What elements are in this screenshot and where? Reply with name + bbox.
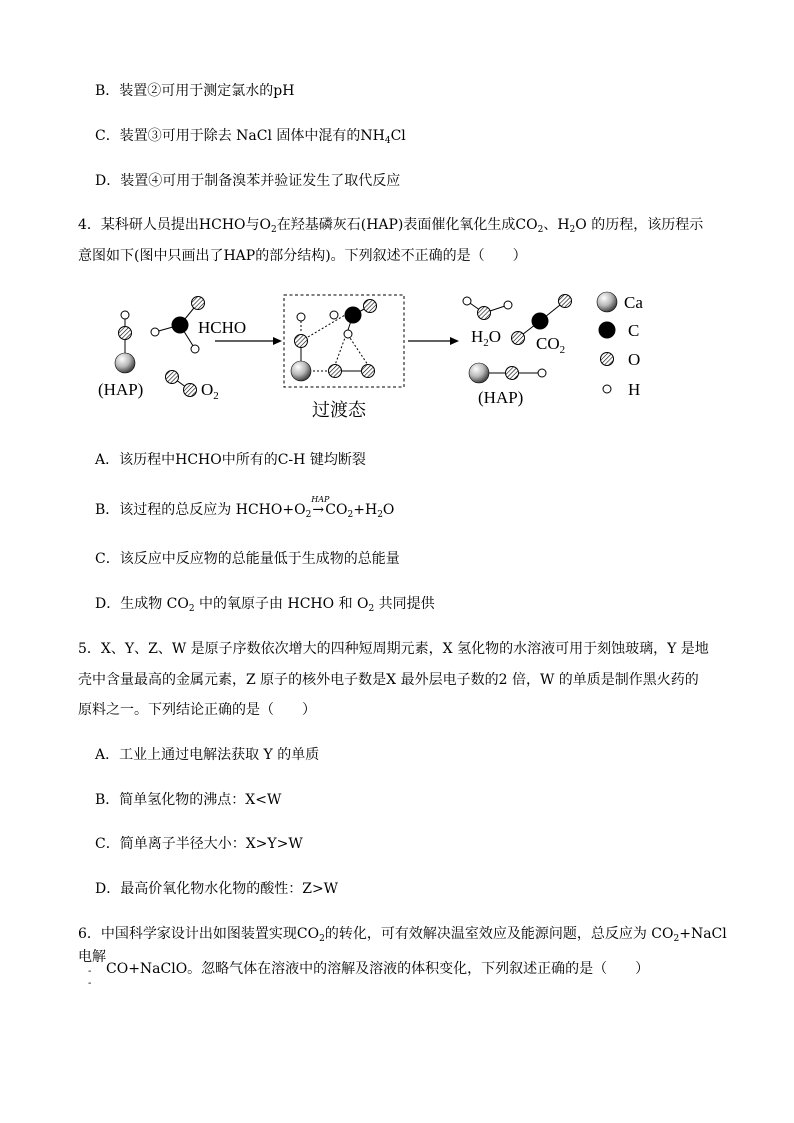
q5-stem-line1: 5．X、Y、Z、W 是原子序数依次增大的四种短周期元素，X 氢化物的水溶液可用于刻蚀玻璃，Y 是地 [78, 641, 709, 657]
q4-option-c: C．该反应中反应物的总能量低于生成物的总能量 [95, 551, 400, 567]
legend-ca: Ca [624, 293, 643, 312]
q4-stem-line1: 4．某科研人员提出HCHO与$O_2$在羟基磷灰石(HAP)表面催化氧化生成$CO_2$、$H_2O$ 的历程，该历程示 [78, 217, 704, 235]
option-d-prev: D．装置④可用于制备溴苯并验证发生了取代反应 [95, 173, 401, 189]
hap-left-structure [98, 311, 143, 399]
reaction-mechanism-diagram [90, 285, 690, 425]
transition-label: 过渡态 [312, 400, 366, 421]
h2o-molecule [463, 297, 512, 349]
hap-left-label: (HAP) [98, 380, 144, 399]
hap-right-label: (HAP) [478, 388, 524, 407]
q5-option-a: A．工业上通过电解法获取 Y 的单质 [95, 747, 320, 763]
o2-label: $O_2$ [201, 380, 219, 402]
transition-state [284, 295, 404, 421]
q6-condition: 电解 [78, 949, 106, 965]
q4-option-d: D．生成物 $CO_2$ 中的氧原子由 HCHO 和 $O_2$ 共同提供 [95, 596, 435, 614]
q6-mark-2: - [88, 978, 92, 989]
q4-stem-line2: 意图如下(图中只画出了HAP的部分结构)。下列叙述不正确的是（ ） [78, 248, 527, 264]
q6-stem-line1: 6．中国科学家设计出如图装置实现$CO_2$的转化，可有效解决温室效应及能源问题，总反应为 $CO_2+NaCl$ [78, 926, 727, 944]
legend-o: O [628, 350, 641, 369]
q4-option-b: B．该过程的总反应为 $HCHO+O_2$ HAP $\to CO_2+H_2O$ [95, 495, 395, 520]
hcho-label: HCHO [198, 318, 247, 337]
hap-right-structure [469, 363, 546, 407]
q5-stem-line3: 原料之一。下列结论正确的是（ ） [78, 702, 316, 718]
option-b-prev: B．装置②可用于测定氯水的pH [95, 83, 295, 99]
q5-option-d: D．最高价氧化物水化物的酸性：Z>W [95, 881, 339, 897]
atom-legend [597, 292, 643, 399]
co2-molecule [512, 295, 572, 357]
legend-h: H [628, 380, 641, 399]
legend-c: C [628, 321, 640, 340]
option-c-prev: C．装置③可用于除去 NaCl 固体中混有的$NH_4Cl$ [95, 128, 406, 146]
hcho-molecule [151, 297, 246, 354]
q5-stem-line2: 壳中含量最高的金属元素，Z 原子的核外电子数是X 最外层电子数的2 倍，W 的单质是制作黑火药的 [78, 672, 699, 688]
q4-option-a: A．该历程中HCHO中所有的C-H 键均断裂 [95, 452, 366, 468]
q6-mark-1: - [88, 966, 92, 977]
q5-option-c: C．简单离子半径大小：X>Y>W [95, 836, 303, 852]
q6-stem-line2: CO+NaClO。忽略气体在溶液中的溶解及溶液的体积变化，下列叙述正确的是（ ） [106, 961, 650, 977]
o2-molecule [166, 371, 219, 403]
co2-label: $CO_2$ [536, 334, 566, 356]
q5-option-b: B．简单氢化物的沸点：X<W [95, 792, 282, 808]
h2o-label: $H_2O$ [471, 327, 502, 349]
